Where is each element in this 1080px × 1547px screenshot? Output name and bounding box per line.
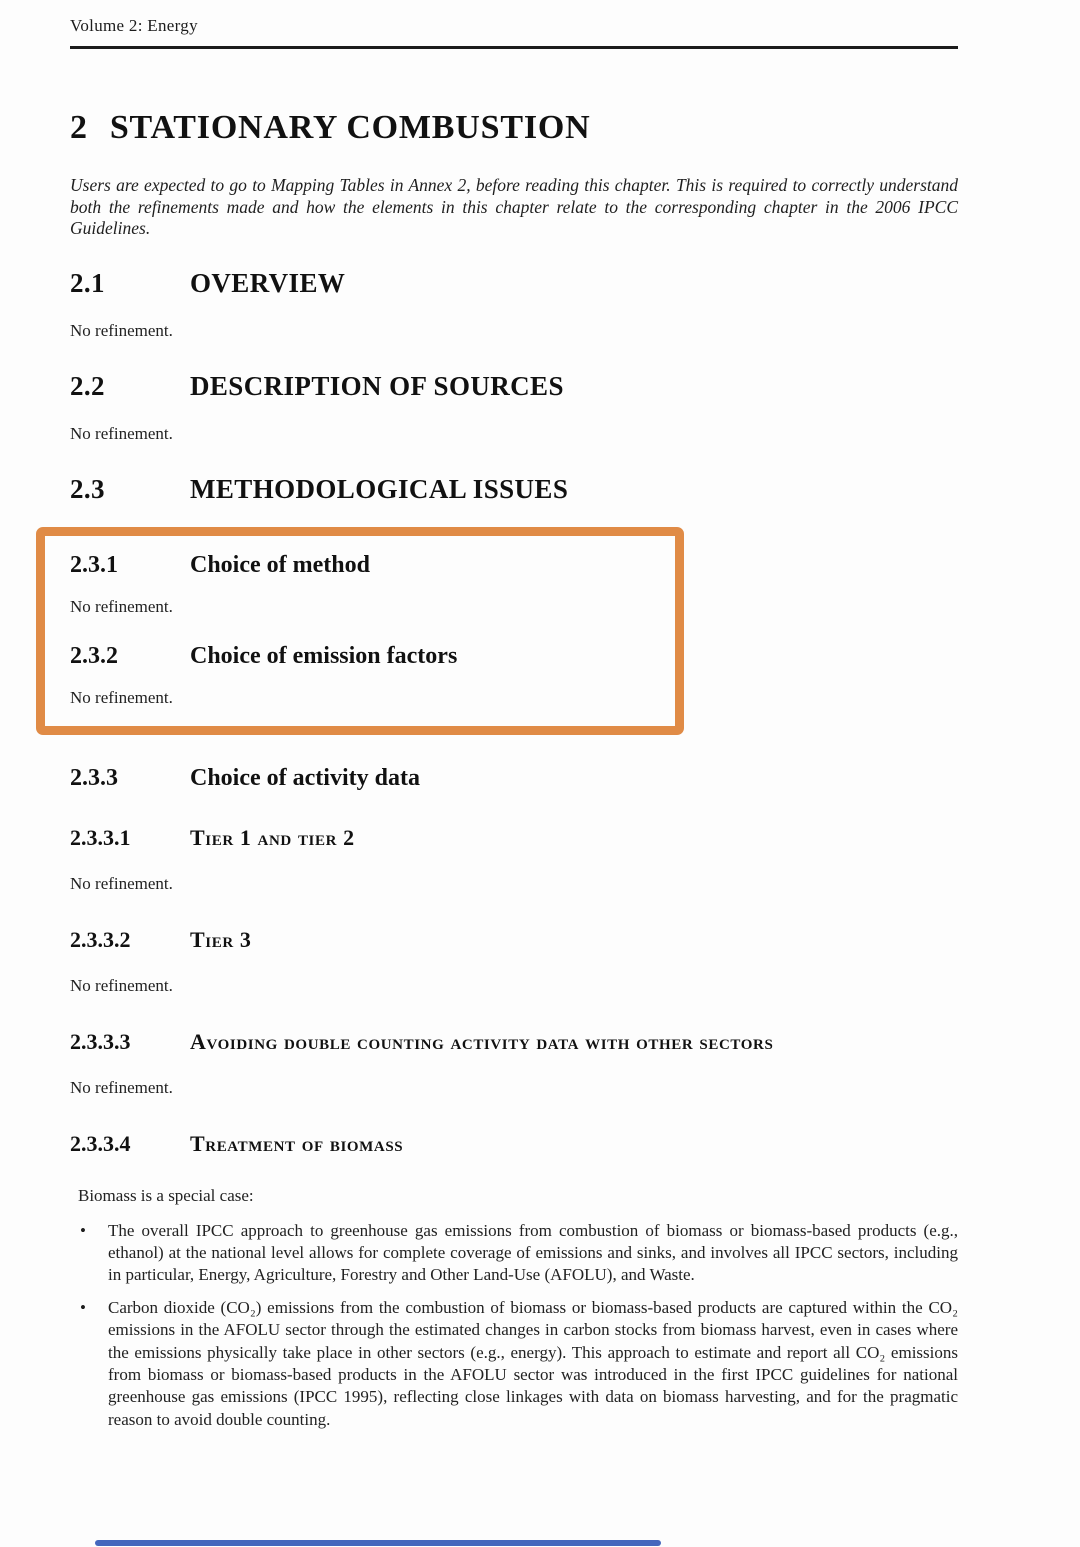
section-number: 2.3.1 — [70, 551, 118, 578]
section-number: 2.3 — [70, 473, 105, 504]
section-title: OVERVIEW — [190, 267, 346, 298]
no-refinement-text: No refinement. — [70, 687, 173, 707]
no-refinement-text: No refinement. — [70, 975, 173, 995]
bullet-text: Carbon dioxide (CO₂) emissions from the combustion of biomass or biomass-based products are captured within the CO₂ emissions in the AFOLU sector through the estimated changes in carbon stocks from biomass harvest, even in cases where the emissions physically take place in other sectors (e.g., energy). This approach to estimate and report all CO₂ emissions from biomass or biomass-based products in the AFOLU sector was introduced in the first IPCC guidelines for national greenhouse gas emissions (IPCC 1995), reflecting close linkages with data on biomass harvesting, and for the pragmatic reason to avoid double counting. — [108, 1297, 958, 1429]
section-number: 2.3.3.4 — [70, 1130, 131, 1156]
section-heading-2-3-3-3 — [70, 1026, 958, 1058]
section-heading-2-3-3-2 — [70, 924, 958, 956]
bullet-icon: • — [80, 1297, 86, 1317]
header-rule — [70, 46, 958, 49]
chapter-number: 2 — [70, 109, 88, 146]
section-number: 2.1 — [70, 267, 105, 298]
intro-note: Users are expected to go to Mapping Tables in Annex 2, before reading this chapter. This is required to correctly understand both the refinements made and how the elements in this chapter relate to the corresponding chapter in the 2006 IPCC Guidelines. — [70, 175, 958, 238]
bullet-text: The overall IPCC approach to greenhouse gas emissions from combustion of biomass or biomass-based products (e.g., ethanol) at the national level allows for complete coverage of emissions and sinks, and involves all IPCC sectors, including in particular, Energy, Agriculture, Forestry and Other Land-Use (AFOLU), and Waste. — [108, 1220, 958, 1285]
section-heading-2-1 — [70, 268, 958, 299]
section-title: Choice of activity data — [190, 764, 420, 791]
biomass-lead-text: Biomass is a special case: — [78, 1185, 254, 1205]
section-heading-2-3-1 — [70, 552, 655, 579]
section-heading-2-3-3-4 — [70, 1128, 958, 1160]
section-number: 2.3.3 — [70, 764, 118, 791]
section-heading-2-3-3-1 — [70, 822, 958, 854]
no-refinement-text: No refinement. — [70, 1077, 173, 1097]
section-title: DESCRIPTION OF SOURCES — [190, 370, 564, 401]
list-item — [70, 1220, 958, 1287]
running-header: Volume 2: Energy — [70, 16, 198, 35]
section-number: 2.3.2 — [70, 642, 118, 669]
section-number: 2.3.3.1 — [70, 824, 131, 850]
section-title: Treatment of biomass — [190, 1130, 404, 1156]
section-title: Avoiding double counting activity data with other sectors — [190, 1028, 774, 1054]
section-number: 2.2 — [70, 370, 105, 401]
section-heading-2-3-3 — [70, 765, 958, 792]
section-number: 2.3.3.2 — [70, 926, 131, 952]
no-refinement-text: No refinement. — [70, 596, 173, 616]
no-refinement-text: No refinement. — [70, 873, 173, 893]
highlight-box — [36, 527, 684, 735]
bullet-icon: • — [80, 1220, 86, 1240]
section-heading-2-3-2 — [70, 643, 655, 670]
section-title: Tier 1 and tier 2 — [190, 824, 355, 850]
section-title: Choice of method — [190, 551, 370, 578]
no-refinement-text: No refinement. — [70, 320, 173, 340]
section-title: METHODOLOGICAL ISSUES — [190, 473, 569, 504]
no-refinement-text: No refinement. — [70, 423, 173, 443]
chapter-title — [70, 109, 958, 147]
section-heading-2-3 — [70, 474, 958, 505]
bottom-progress-bar — [95, 1540, 661, 1546]
section-heading-2-2 — [70, 371, 958, 402]
section-title: Tier 3 — [190, 926, 252, 952]
section-number: 2.3.3.3 — [70, 1028, 131, 1054]
chapter-title-text: STATIONARY COMBUSTION — [109, 109, 591, 146]
section-title: Choice of emission factors — [190, 642, 458, 669]
list-item — [70, 1297, 958, 1431]
